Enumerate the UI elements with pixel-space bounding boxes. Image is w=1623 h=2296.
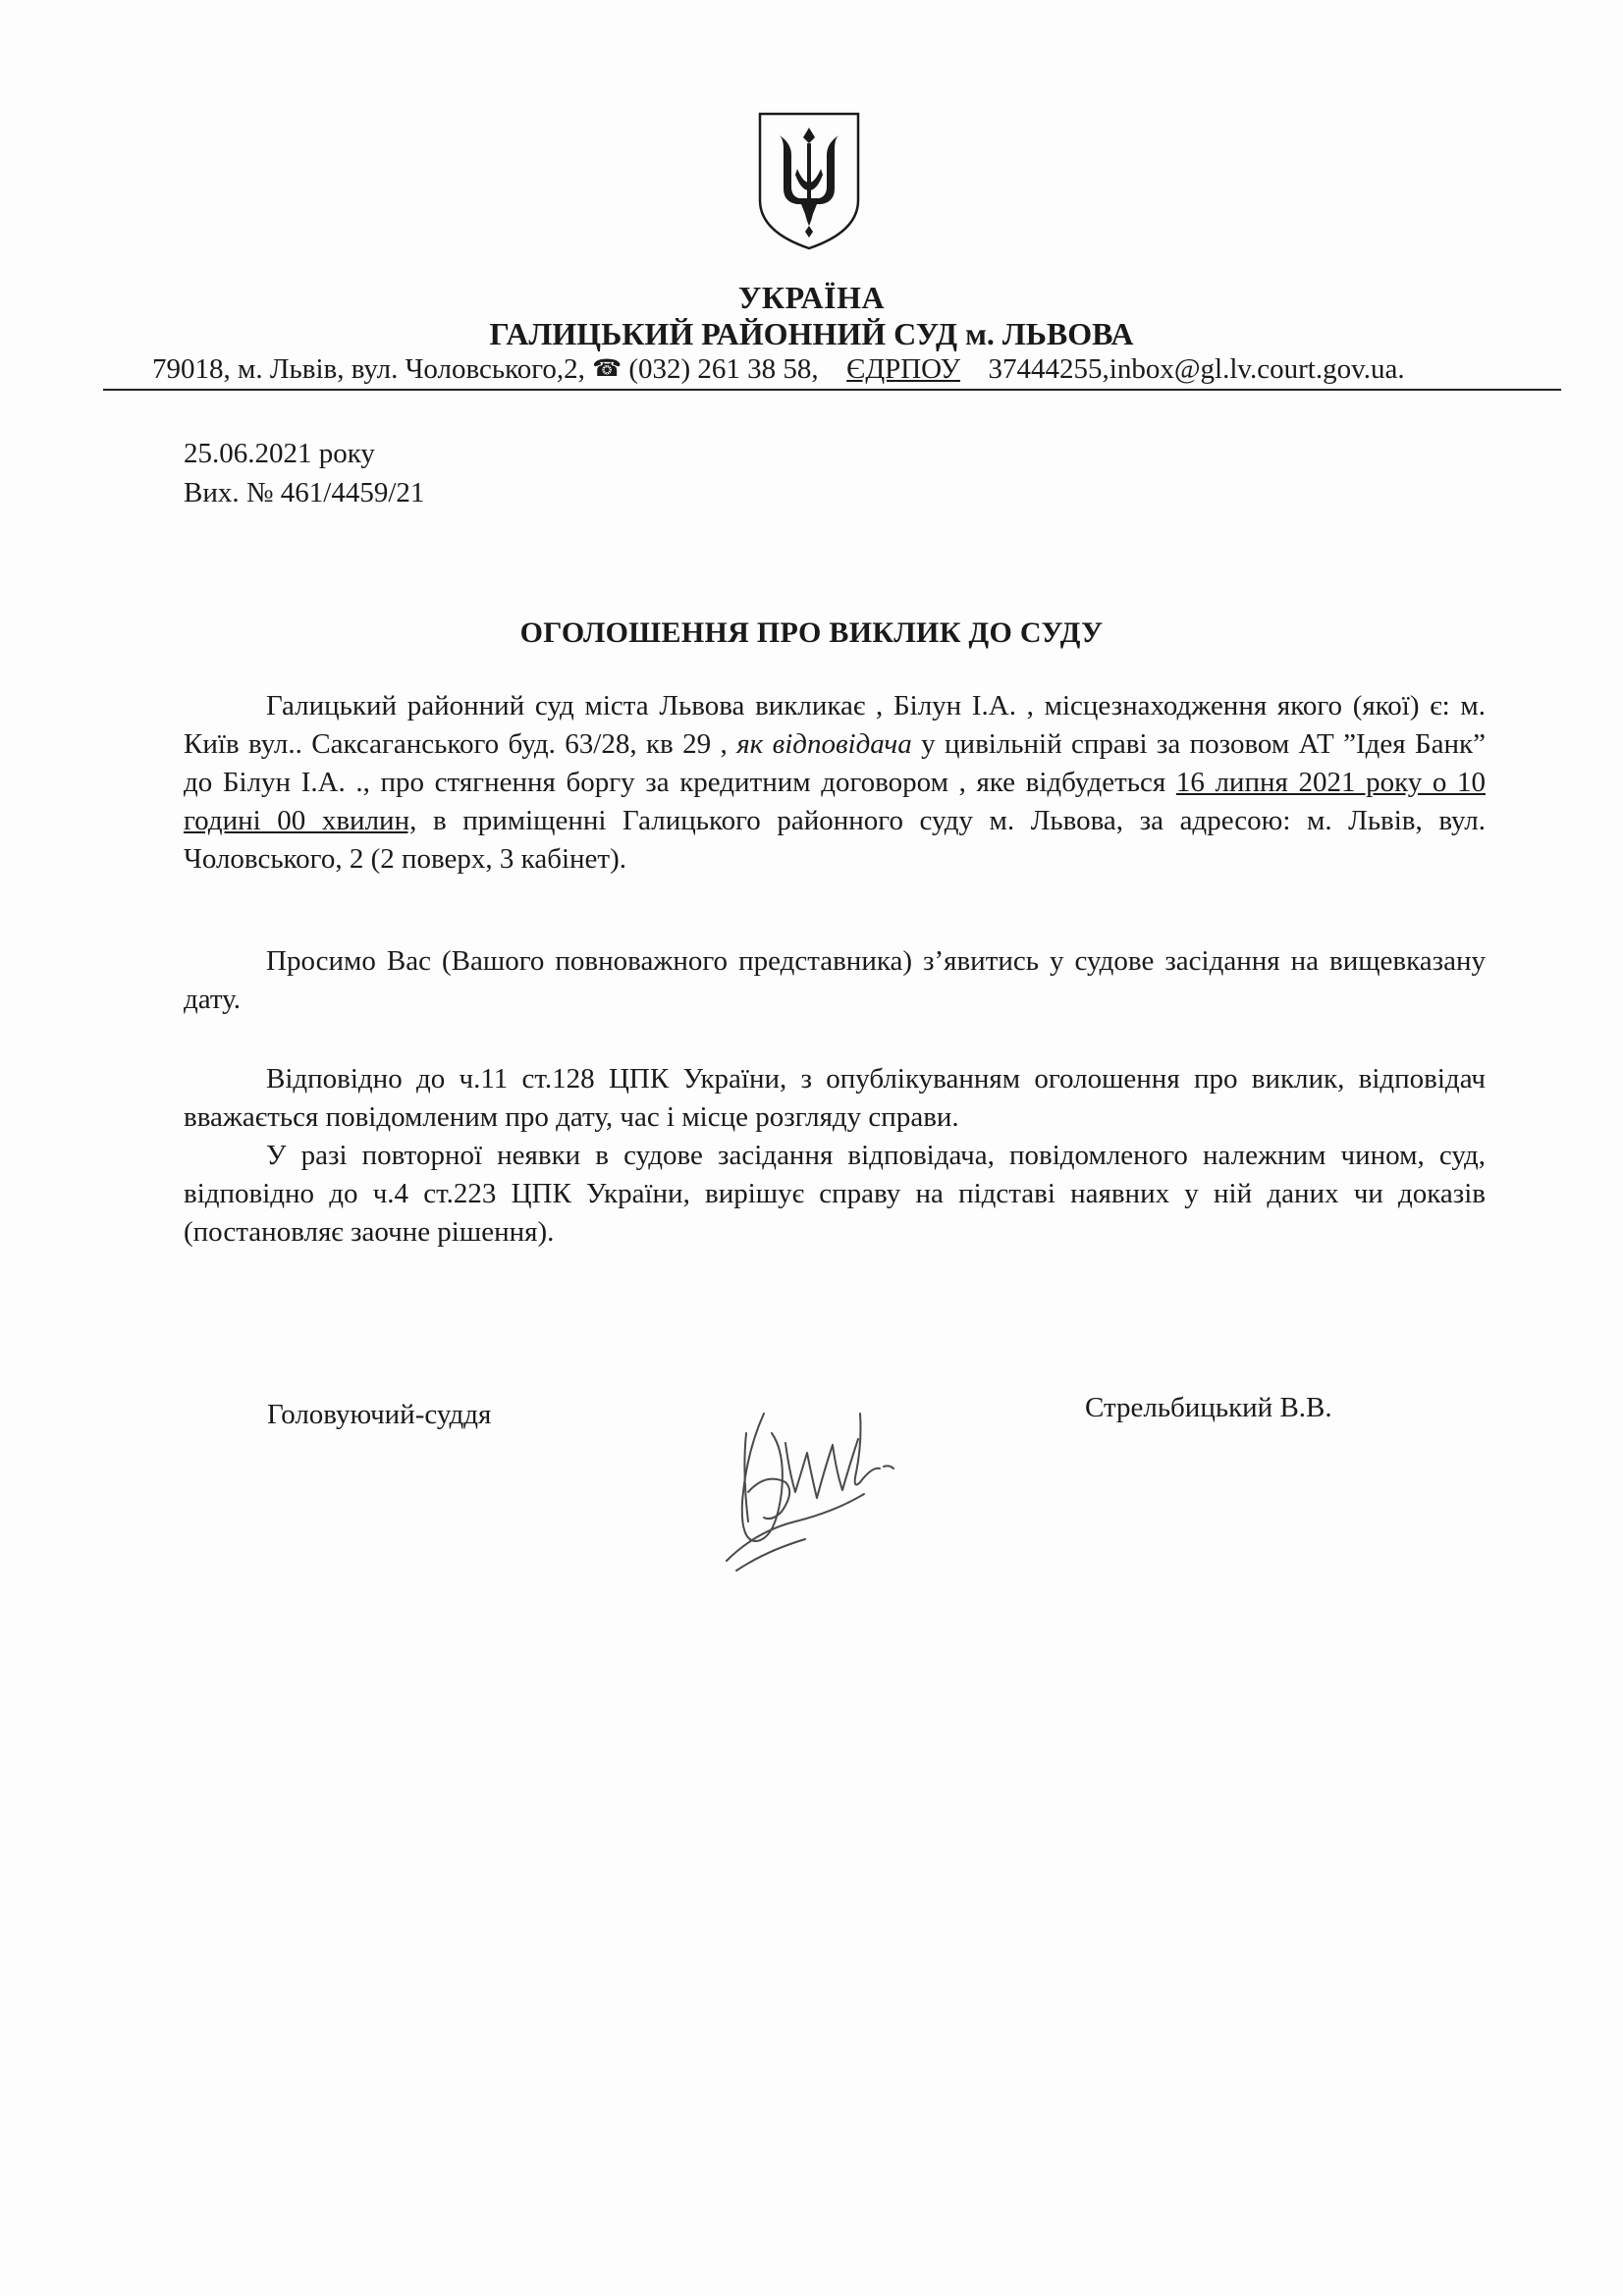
default-judgment-paragraph — [184, 1137, 1486, 1252]
edrpou-code: 37444255, — [988, 353, 1109, 385]
court-address: 79018, м. Львів, вул. Чоловського,2, — [152, 353, 585, 385]
court-email: inbox@gl.lv.court.gov.ua. — [1109, 353, 1405, 385]
request-text: Просимо Вас (Вашого повноважного представника) з’явитись у судове засідання на вищевказану дату. — [184, 945, 1486, 1015]
request-paragraph — [184, 942, 1486, 1019]
edrpou-label: ЄДРПОУ — [846, 353, 961, 385]
summons-text-a: Галицький районний суд міста Львова викликає , Білун І.А. , місцезнаходження якого (якої) є: м. Київ вул.. Саксаганського буд. 63/28, кв 29 , — [184, 690, 1486, 760]
court-heading: ГАЛИЦЬКИЙ РАЙОННИЙ СУД м. ЛЬВОВА — [489, 316, 1134, 351]
document-title: ОГОЛОШЕННЯ ПРО ВИКЛИК ДО СУДУ — [519, 616, 1104, 649]
judge-role: Головуючий-суддя — [267, 1399, 492, 1430]
court-phone: (032) 261 38 58, — [628, 353, 819, 385]
legal-basis-paragraph — [184, 1060, 1486, 1137]
header-divider — [103, 389, 1561, 391]
telephone-icon: ☎ — [592, 356, 622, 382]
defendant-role: як відповідача — [736, 728, 912, 760]
summons-text-c: у цивільній справі за позовом АТ ”Ідея Банк” до Білун І.А. ., про стягнення боргу за кредитним договором , яке відбудеться — [184, 728, 1487, 798]
handwritten-signature-icon — [687, 1374, 913, 1600]
hearing-datetime: 16 липня 2021 року о 10 годині 00 хвилин, — [184, 767, 1486, 836]
country-heading: УКРАЇНА — [737, 280, 886, 315]
judge-name: Стрельбицький В.В. — [1085, 1392, 1332, 1423]
court-contact-line — [152, 353, 1566, 386]
legal-basis-text: Відповідно до ч.11 ст.128 ЦПК України, з опублікуванням оголошення про виклик, відповідач вважається повідомленим про дату, час і місце розгляду справи. — [184, 1063, 1486, 1133]
summons-paragraph — [184, 687, 1486, 879]
default-judgment-text: У разі повторної неявки в судове засідання відповідача, повідомленого належним чином, суд, відповідно до ч.4 ст.223 ЦПК України, вирішує справу на підставі наявних у ній даних чи доказів (постановляє заочне рішення). — [184, 1140, 1486, 1248]
outgoing-number: Вих. № 461/4459/21 — [184, 477, 425, 508]
summons-text-e: в приміщенні Галицького районного суду м. Львова, за адресою: м. Львів, вул. Чоловського, 2 (2 поверх, 3 кабінет). — [184, 805, 1486, 875]
trident-coat-of-arms-icon — [754, 110, 864, 252]
document-date: 25.06.2021 року — [184, 438, 375, 469]
